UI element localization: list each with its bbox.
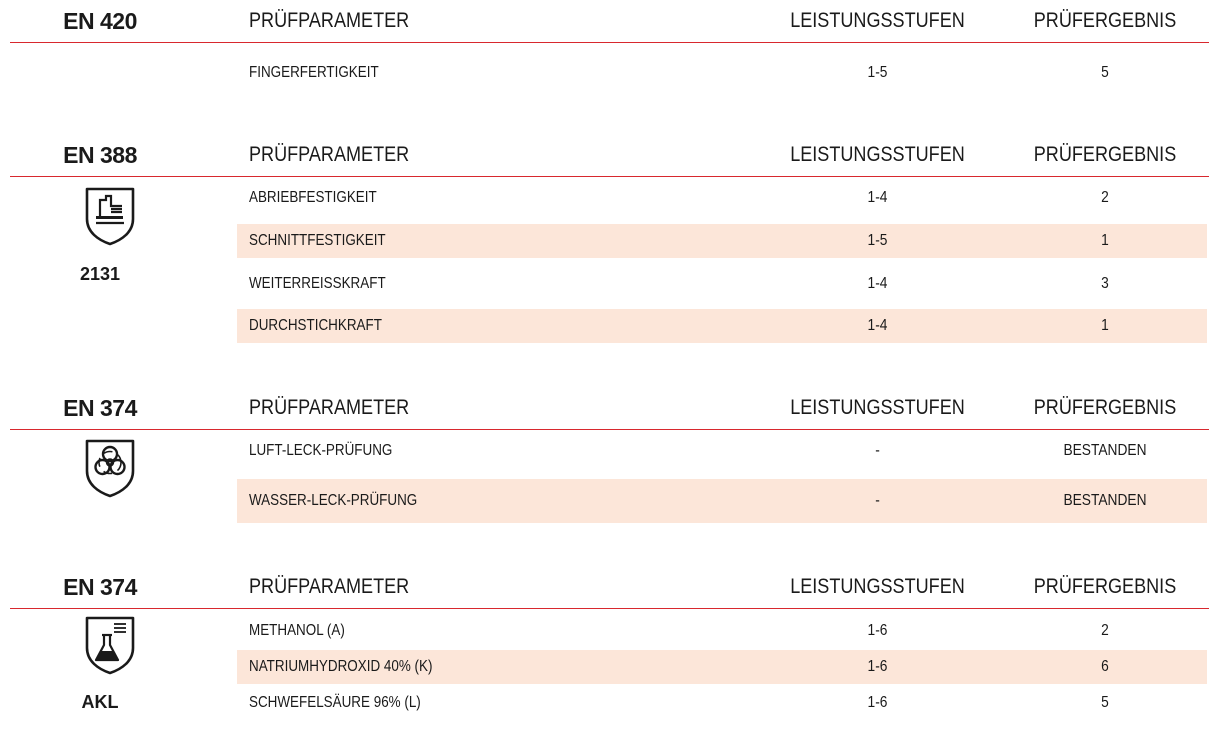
level-cell: 1-4 <box>867 317 888 334</box>
table-row <box>237 479 1207 523</box>
chemical-code: AKL <box>81 692 119 712</box>
table-row <box>237 56 1207 90</box>
level-cell: 1-5 <box>867 232 888 249</box>
result-cell: 3 <box>1101 275 1109 292</box>
param-cell: NATRIUMHYDROXID 40% (K) <box>249 658 433 675</box>
param-column-header: PRÜFPARAMETER <box>249 9 410 32</box>
result-cell: 5 <box>1101 64 1109 81</box>
table-row <box>237 686 1207 720</box>
result-column-header: PRÜFERGEBNIS <box>1033 396 1177 419</box>
param-cell: SCHNITTFESTIGKEIT <box>249 232 386 249</box>
table-row <box>237 267 1207 301</box>
table-row <box>237 224 1207 258</box>
param-cell: WASSER-LECK-PRÜFUNG <box>249 492 418 509</box>
biohazard-icon <box>84 438 136 498</box>
level-cell: 1-5 <box>867 64 888 81</box>
performance-code: 2131 <box>79 264 121 284</box>
result-cell: BESTANDEN <box>1063 442 1147 459</box>
section-header <box>0 387 1209 429</box>
result-cell: BESTANDEN <box>1063 492 1147 509</box>
param-cell: WEITERREISSKRAFT <box>249 275 386 292</box>
result-cell: 5 <box>1101 694 1109 711</box>
table-row <box>237 434 1207 468</box>
result-cell: 1 <box>1101 317 1109 334</box>
param-cell: ABRIEBFESTIGKEIT <box>249 189 377 206</box>
level-cell: - <box>875 492 880 509</box>
level-cell: 1-6 <box>867 694 888 711</box>
result-cell: 6 <box>1101 658 1109 675</box>
level-cell: 1-4 <box>867 275 888 292</box>
level-cell: 1-6 <box>867 622 888 639</box>
result-cell: 1 <box>1101 232 1109 249</box>
param-cell: FINGERFERTIGKEIT <box>249 64 379 81</box>
level-column-header: LEISTUNGSSTUFEN <box>790 143 965 166</box>
table-row <box>237 181 1207 215</box>
result-cell: 2 <box>1101 622 1109 639</box>
table-row <box>237 309 1207 343</box>
param-column-header: PRÜFPARAMETER <box>249 575 410 598</box>
level-cell: 1-4 <box>867 189 888 206</box>
param-cell: SCHWEFELSÄURE 96% (L) <box>249 694 421 711</box>
result-column-header: PRÜFERGEBNIS <box>1033 143 1177 166</box>
header-rule <box>10 42 1209 43</box>
standard-label: EN 420 <box>63 8 137 34</box>
table-row <box>237 614 1207 648</box>
section-header <box>0 0 1209 42</box>
level-column-header: LEISTUNGSSTUFEN <box>790 575 965 598</box>
standard-label: EN 388 <box>63 142 137 168</box>
chemical-hazard-icon <box>84 615 136 675</box>
level-cell: 1-6 <box>867 658 888 675</box>
param-column-header: PRÜFPARAMETER <box>249 396 410 419</box>
level-cell: - <box>875 442 880 459</box>
header-rule <box>10 429 1209 430</box>
header-rule <box>10 608 1209 609</box>
param-cell: METHANOL (A) <box>249 622 345 639</box>
mechanical-hazard-icon <box>84 186 136 246</box>
param-column-header: PRÜFPARAMETER <box>249 143 410 166</box>
param-cell: DURCHSTICHKRAFT <box>249 317 382 334</box>
level-column-header: LEISTUNGSSTUFEN <box>790 9 965 32</box>
section-header <box>0 134 1209 176</box>
result-column-header: PRÜFERGEBNIS <box>1033 575 1177 598</box>
table-row <box>237 650 1207 684</box>
result-cell: 2 <box>1101 189 1109 206</box>
standard-label: EN 374 <box>63 574 137 600</box>
param-cell: LUFT-LECK-PRÜFUNG <box>249 442 393 459</box>
result-column-header: PRÜFERGEBNIS <box>1033 9 1177 32</box>
level-column-header: LEISTUNGSSTUFEN <box>790 396 965 419</box>
header-rule <box>10 176 1209 177</box>
standard-label: EN 374 <box>63 395 137 421</box>
section-header <box>0 566 1209 608</box>
